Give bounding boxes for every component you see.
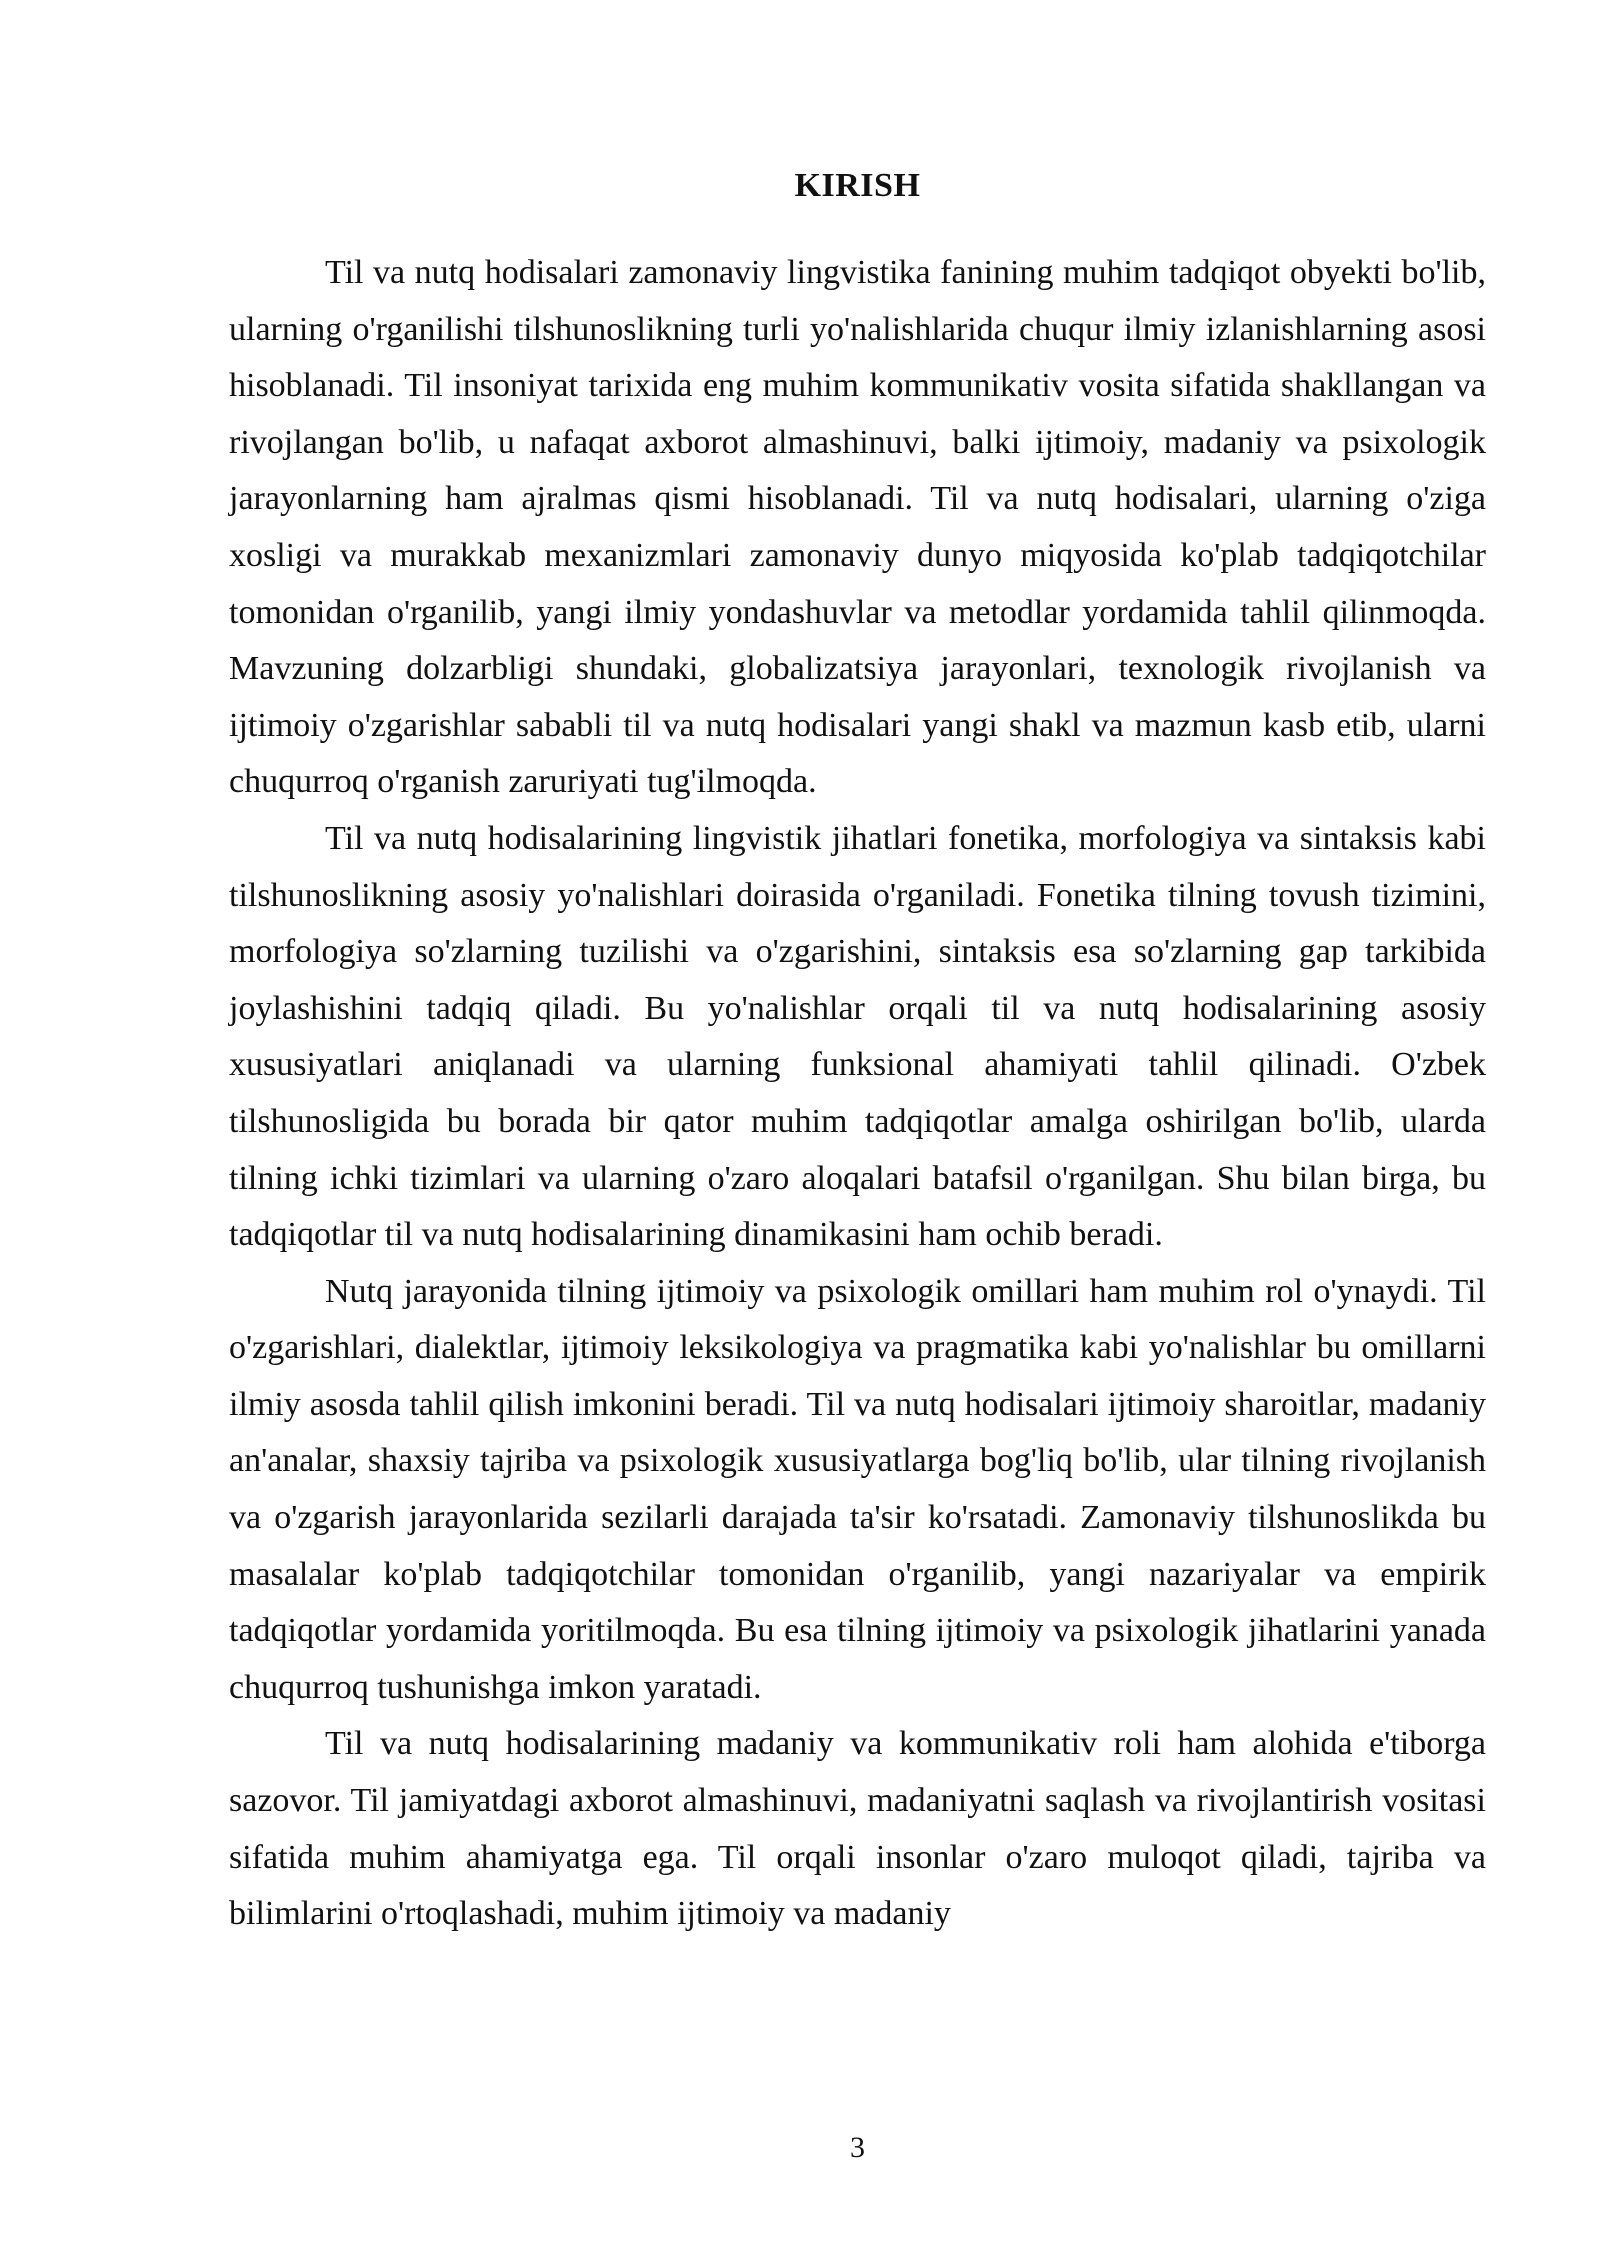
paragraph-2: Til va nutq hodisalarining lingvistik jihatlari fonetika, morfologiya va sintaksis kabi tilshunoslikning asosiy yo'nalishlari doirasida o'rganiladi. Fonetika tilning tovush tizimini, morfologiya so'zlarning tuzilishi va o'zgarishini, sintaksis esa so'zlarning gap tarkibida joylashishini tadqiq qiladi. Bu yo'nalishlar orqali til va nutq hodisalarining asosiy xususiyatlari aniqlanadi va ularning funksional ahamiyati tahlil qilinadi. O'zbek tilshunosligida bu borada bir qator muhim tadqiqotlar amalga oshirilgan bo'lib, ularda tilning ichki tizimlari va ularning o'zaro aloqalari batafsil o'rganilgan. Shu bilan birga, bu tadqiqotlar til va nutq hodisalarining dinamikasini ham ochib beradi.: [229, 819, 1486, 1254]
paragraph-4: Til va nutq hodisalarining madaniy va kommunikativ roli ham alohida e'tiborga sazovor. Til jamiyatdagi axborot almashinuvi, madaniyatni saqlash va rivojlantirish vositasi sifatida muhim ahamiyatga ega. Til orqali insonlar o'zaro muloqot qiladi, tajriba va bilimlarini o'rtoqlashadi, muhim ijtimoiy va madaniy: [229, 1725, 1486, 1933]
paragraph-1: Til va nutq hodisalari zamonaviy lingvistika fanining muhim tadqiqot obyekti bo'lib, ularning o'rganilishi tilshunoslikning turli yo'nalishlarida chuqur ilmiy izlanishlarning asosi hisoblanadi. Til insoniyat tarixida eng muhim kommunikativ vosita sifatida shakllangan va rivojlangan bo'lib, u nafaqat axborot almashinuvi, balki ijtimoiy, madaniy va psixologik jarayonlarning ham ajralmas qismi hisoblanadi. Til va nutq hodisalari, ularning o'ziga xosligi va murakkab mexanizmlari zamonaviy dunyo miqyosida ko'plab tadqiqotchilar tomonidan o'rganilib, yangi ilmiy yondashuvlar va metodlar yordamida tahlil qilinmoqda. Mavzuning dolzarbligi shundaki, globalizatsiya jarayonlari, texnologik rivojlanish va ijtimoiy o'zgarishlar sababli til va nutq hodisalari yangi shakl va mazmun kasb etib, ularni chuqurroq o'rganish zaruriyati tug'ilmoqda.: [229, 254, 1486, 801]
page-title: KIRISH: [794, 167, 921, 204]
paragraph-3: Nutq jarayonida tilning ijtimoiy va psixologik omillari ham muhim rol o'ynaydi. Til o'zgarishlari, dialektlar, ijtimoiy leksikologiya va pragmatika kabi yo'nalishlar bu omillarni ilmiy asosda tahlil qilish imkonini beradi. Til va nutq hodisalari ijtimoiy sharoitlar, madaniy an'analar, shaxsiy tajriba va psixologik xususiyatlarga bog'liq bo'lib, ular tilning rivojlanish va o'zgarish jarayonlarida sezilarli darajada ta'sir ko'rsatadi. Zamonaviy tilshunoslikda bu masalalar ko'plab tadqiqotchilar tomonidan o'rganilib, yangi nazariyalar va empirik tadqiqotlar yordamida yoritilmoqda. Bu esa tilning ijtimoiy va psixologik jihatlarini yanada chuqurroq tushunishga imkon yaratadi.: [229, 1272, 1486, 1706]
page-number: 3: [850, 2131, 865, 2164]
body-text: [229, 245, 1486, 1943]
